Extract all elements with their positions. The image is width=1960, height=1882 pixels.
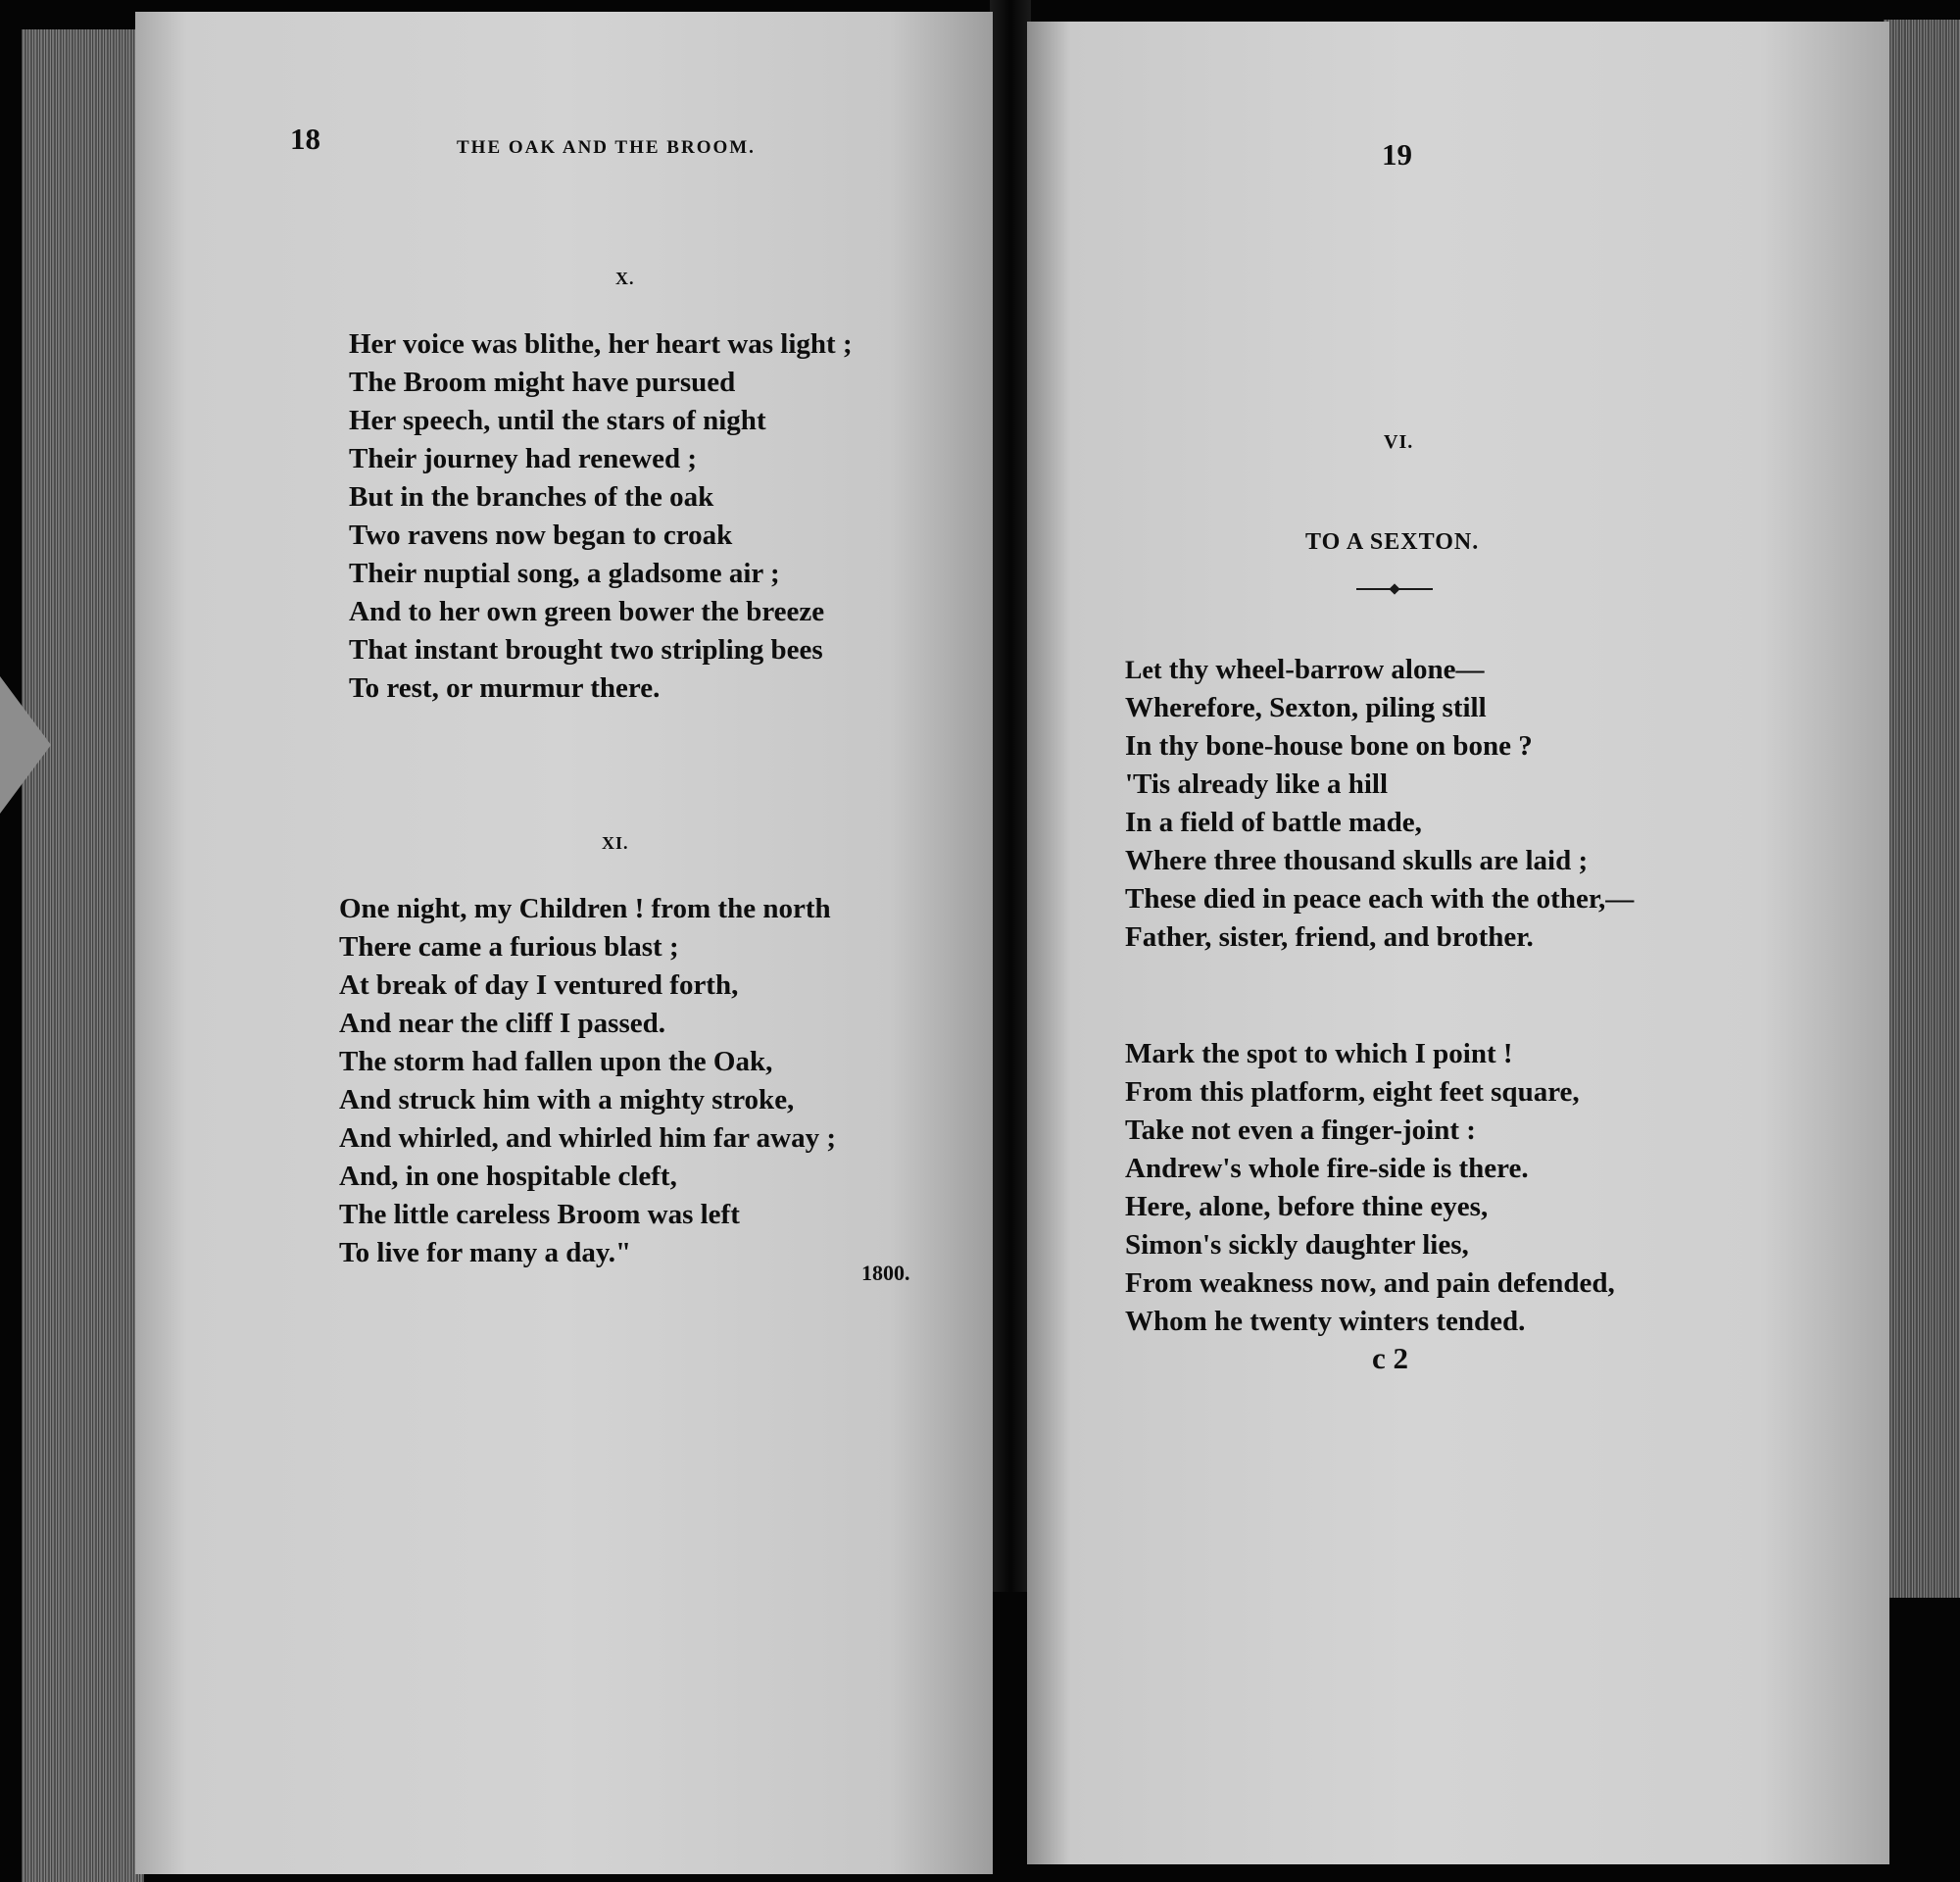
poem-line: From this platform, eight feet square, — [1125, 1076, 1580, 1108]
poem-line: To live for many a day." — [339, 1237, 632, 1268]
poem-line: Wherefore, Sexton, piling still — [1125, 692, 1487, 723]
page-tab-marker — [0, 676, 51, 814]
poem-line: Their nuptial song, a gladsome air ; — [349, 558, 780, 589]
poem-line: There came a furious blast ; — [339, 931, 679, 963]
poem-line: Her voice was blithe, her heart was light ; — [349, 328, 853, 360]
poem-line: Two ravens now began to croak — [349, 520, 733, 551]
poem-line: Andrew's whole fire-side is there. — [1125, 1153, 1529, 1184]
poem-line: The little careless Broom was left — [339, 1199, 740, 1230]
running-head: THE OAK AND THE BROOM. — [457, 137, 756, 158]
left-page — [135, 12, 993, 1874]
poem-line: Where three thousand skulls are laid ; — [1125, 845, 1589, 876]
section-number: VI. — [1384, 431, 1414, 453]
left-page-edges — [22, 29, 144, 1882]
poem-line: Whom he twenty winters tended. — [1125, 1306, 1526, 1337]
poem-line: At break of day I ventured forth, — [339, 969, 739, 1001]
right-page-edges — [1884, 20, 1960, 1598]
stanza-number-xi: XI. — [602, 833, 629, 853]
poem-line: Simon's sickly daughter lies, — [1125, 1229, 1469, 1261]
poem-date: 1800. — [861, 1261, 910, 1285]
poem-line: And struck him with a mighty stroke, — [339, 1084, 795, 1115]
poem-line: In a field of battle made, — [1125, 807, 1422, 838]
stanza-number-x: X. — [615, 269, 635, 288]
book-gutter — [990, 0, 1031, 1592]
poem-line-text: thy wheel-barrow alone— — [1161, 654, 1485, 685]
poem-line: And near the cliff I passed. — [339, 1008, 665, 1039]
poem-line: 'Tis already like a hill — [1125, 768, 1389, 800]
poem-line: The Broom might have pursued — [349, 367, 736, 398]
poem-line: The storm had fallen upon the Oak, — [339, 1046, 773, 1077]
poem-title: TO A SEXTON. — [1305, 529, 1480, 555]
right-page — [1027, 22, 1889, 1864]
poem-line — [1125, 651, 1634, 689]
sexton-stanza-1-lines — [1125, 651, 1634, 957]
poem-line: But in the branches of the oak — [349, 481, 714, 513]
poem-line: And whirled, and whirled him far away ; — [339, 1122, 837, 1154]
poem-line: In thy bone-house bone on bone ? — [1125, 730, 1533, 762]
poem-line: That instant brought two stripling bees — [349, 634, 823, 666]
signature-mark: c 2 — [1372, 1341, 1409, 1375]
poem-line: To rest, or murmur there. — [349, 672, 661, 704]
sexton-stanza-2-lines — [1125, 1035, 1615, 1341]
poem-line: From weakness now, and pain defended, — [1125, 1267, 1615, 1299]
right-page-number: 19 — [1382, 137, 1412, 172]
poem-line: Take not even a finger-joint : — [1125, 1114, 1476, 1146]
rule-ornament — [1389, 583, 1399, 594]
stanza-xi-lines — [339, 890, 836, 1272]
poem-line: And to her own green bower the breeze — [349, 596, 825, 627]
poem-line: These died in peace each with the other,— — [1125, 883, 1635, 915]
poem-line: Her speech, until the stars of night — [349, 405, 766, 436]
poem-line: Mark the spot to which I point ! — [1125, 1038, 1513, 1069]
poem-line: Father, sister, friend, and brother. — [1125, 921, 1534, 953]
poem-line: Their journey had renewed ; — [349, 443, 697, 474]
poem-line: Here, alone, before thine eyes, — [1125, 1191, 1489, 1222]
left-page-number: 18 — [290, 122, 320, 156]
stanza-x-lines — [349, 325, 853, 708]
poem-line: One night, my Children ! from the north — [339, 893, 831, 924]
poem-line: And, in one hospitable cleft, — [339, 1161, 677, 1192]
smallcaps-first-word: Let — [1125, 656, 1162, 684]
